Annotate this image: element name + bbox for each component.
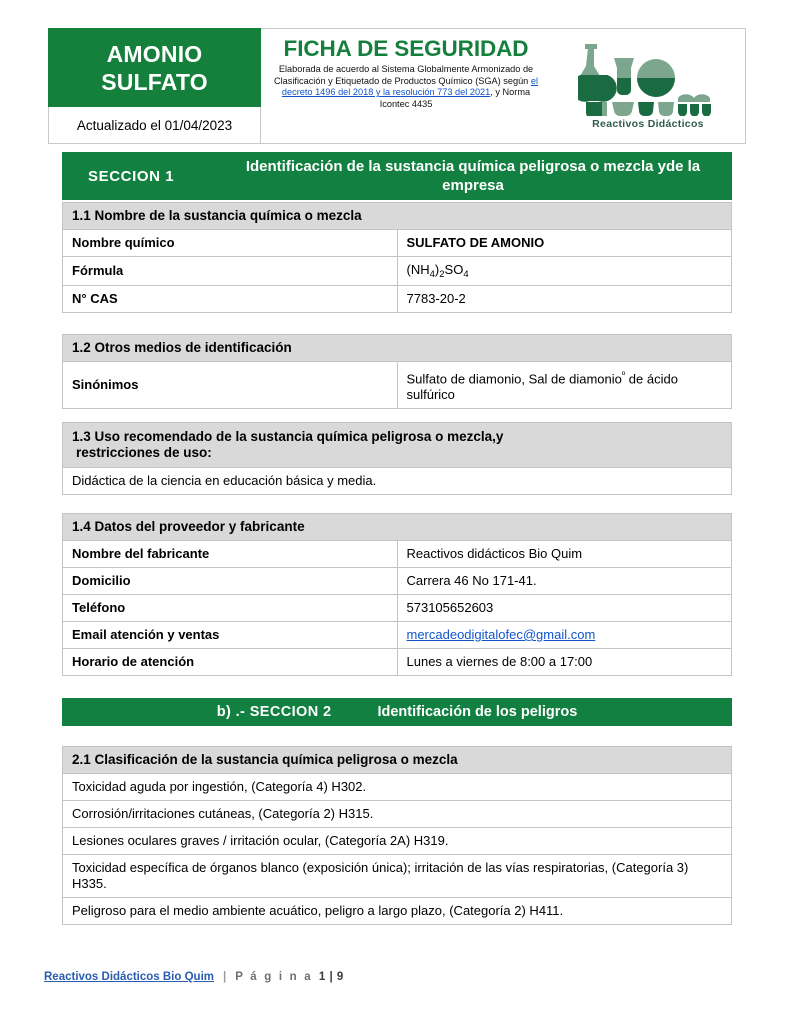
section-2-number: b) .- SECCION 2 <box>216 704 332 720</box>
updated-date: Actualizado el 01/04/2023 <box>48 107 261 144</box>
table-row <box>63 774 732 801</box>
product-name-block <box>48 28 261 144</box>
row-label-telefono: Teléfono <box>63 595 398 622</box>
footer-page-number: 1 | 9 <box>318 971 344 983</box>
subsection-2-1-header: 2.1 Clasificación de la sustancia química peligrosa o mezcla <box>63 747 732 774</box>
table-1-1 <box>62 202 732 313</box>
logo-glassware-icon <box>578 42 718 116</box>
table-row <box>63 622 732 649</box>
footer-company-link[interactable]: Reactivos Didácticos Bio Quim <box>44 971 214 983</box>
table-header-row <box>63 514 732 541</box>
hazard-statement: Toxicidad aguda por ingestión, (Categoría 4) H302. <box>63 774 732 801</box>
row-value-sinonimos: Sulfato de diamonio, Sal de diamonio$^º$ de ácido sulfúrico <box>397 362 732 409</box>
table-header-row <box>63 335 732 362</box>
document-header <box>48 28 746 144</box>
product-title-line2: SULFATO <box>101 68 208 95</box>
row-value-fabricante: Reactivos didácticos Bio Quim <box>397 541 732 568</box>
row-value-cas: 7783-20-2 <box>397 286 732 313</box>
row-label-horario: Horario de atención <box>63 649 398 676</box>
decree-link[interactable]: el decreto 1496 del 2018 y la resolución 773 del 2021 <box>281 75 539 98</box>
row-label-email: Email atención y ventas <box>63 622 398 649</box>
subsection-1-4-header: 1.4 Datos del proveedor y fabricante <box>63 514 732 541</box>
table-header-row <box>63 747 732 774</box>
table-row <box>63 828 732 855</box>
table-row <box>63 286 732 313</box>
table-1-4 <box>62 513 732 676</box>
bioquim-logo <box>573 38 723 134</box>
table-row <box>63 855 732 898</box>
sds-title: FICHA DE SEGURIDAD <box>283 36 529 61</box>
subsection-1-3-value: Didáctica de la ciencia en educación básica y media. <box>63 468 732 495</box>
table-header-row <box>63 423 732 468</box>
hazard-statement: Corrosión/irritaciones cutáneas, (Categoría 2) H315. <box>63 801 732 828</box>
row-label-domicilio: Domicilio <box>63 568 398 595</box>
section-1-banner <box>62 152 732 200</box>
section-1-number: SECCION 1 <box>88 167 175 185</box>
row-label-nombre-quimico: Nombre químico <box>63 230 398 257</box>
row-value-horario: Lunes a viernes de 8:00 a 17:00 <box>397 649 732 676</box>
subtitle-text-2: , y Norma Icontec 4435 <box>379 87 531 109</box>
footer-page-label: P á g i n a <box>235 971 313 983</box>
subsection-1-3-header-line1: 1.3 Uso recomendado de la sustancia química peligrosa o mezcla,y <box>72 429 504 444</box>
subsection-1-1-header: 1.1 Nombre de la sustancia química o mezcla <box>63 203 732 230</box>
row-label-cas: N° CAS <box>63 286 398 313</box>
hazard-statement: Toxicidad específica de órganos blanco (exposición única); irritación de las vías respiratorias, (Categoría 3) H335. <box>63 855 732 898</box>
table-1-2 <box>62 334 732 409</box>
table-2-1 <box>62 746 732 925</box>
company-logo-block <box>551 28 746 144</box>
email-link[interactable]: mercadeodigitalofec@gmail.com <box>406 627 596 642</box>
row-label-sinonimos: Sinónimos <box>63 362 398 409</box>
hazard-statement: Lesiones oculares graves / irritación ocular, (Categoría 2A) H319. <box>63 828 732 855</box>
section-2-title: Identificación de los peligros <box>377 704 578 720</box>
table-row <box>63 362 732 409</box>
subsection-1-2-header: 1.2 Otros medios de identificación <box>63 335 732 362</box>
product-title-line1: AMONIO <box>106 40 203 67</box>
footer-separator: | <box>223 971 227 983</box>
table-header-row <box>63 203 732 230</box>
section-1-title: Identificación de la sustancia química peligrosa o mezcla yde la empresa <box>245 158 701 194</box>
subsection-1-3-header-line2: restricciones de uso: <box>76 445 212 460</box>
row-label-formula: Fórmula <box>63 257 398 286</box>
row-value-domicilio: Carrera 46 No 171-41. <box>397 568 732 595</box>
hazard-statement: Peligroso para el medio ambiente acuático, peligro a largo plazo, (Categoría 2) H411. <box>63 898 732 925</box>
product-title <box>48 28 261 107</box>
table-row <box>63 257 732 286</box>
logo-tagline: Reactivos Didácticos <box>592 118 704 130</box>
row-value-nombre-quimico: SULFATO DE AMONIO <box>397 230 732 257</box>
table-row <box>63 541 732 568</box>
page-footer <box>44 971 344 983</box>
table-row <box>63 468 732 495</box>
table-row <box>63 801 732 828</box>
table-row <box>63 230 732 257</box>
section-2-banner <box>62 698 732 726</box>
row-value-telefono: 573105652603 <box>397 595 732 622</box>
subtitle-text-1: Elaborada de acuerdo al Sistema Globalmente Armonizado de Clasificación y Etiquetado de Productos Químico (SGA) según <box>273 64 534 86</box>
row-value-formula: $(NH_4)_2SO_4$ <box>397 257 732 286</box>
row-label-fabricante: Nombre del fabricante <box>63 541 398 568</box>
table-row <box>63 898 732 925</box>
table-row <box>63 595 732 622</box>
table-row <box>63 568 732 595</box>
sds-title-block <box>261 28 551 144</box>
row-value-email-cell <box>397 622 732 649</box>
table-row <box>63 649 732 676</box>
subsection-1-3-header <box>63 423 732 468</box>
sds-subtitle <box>267 64 545 110</box>
table-1-3 <box>62 422 732 495</box>
